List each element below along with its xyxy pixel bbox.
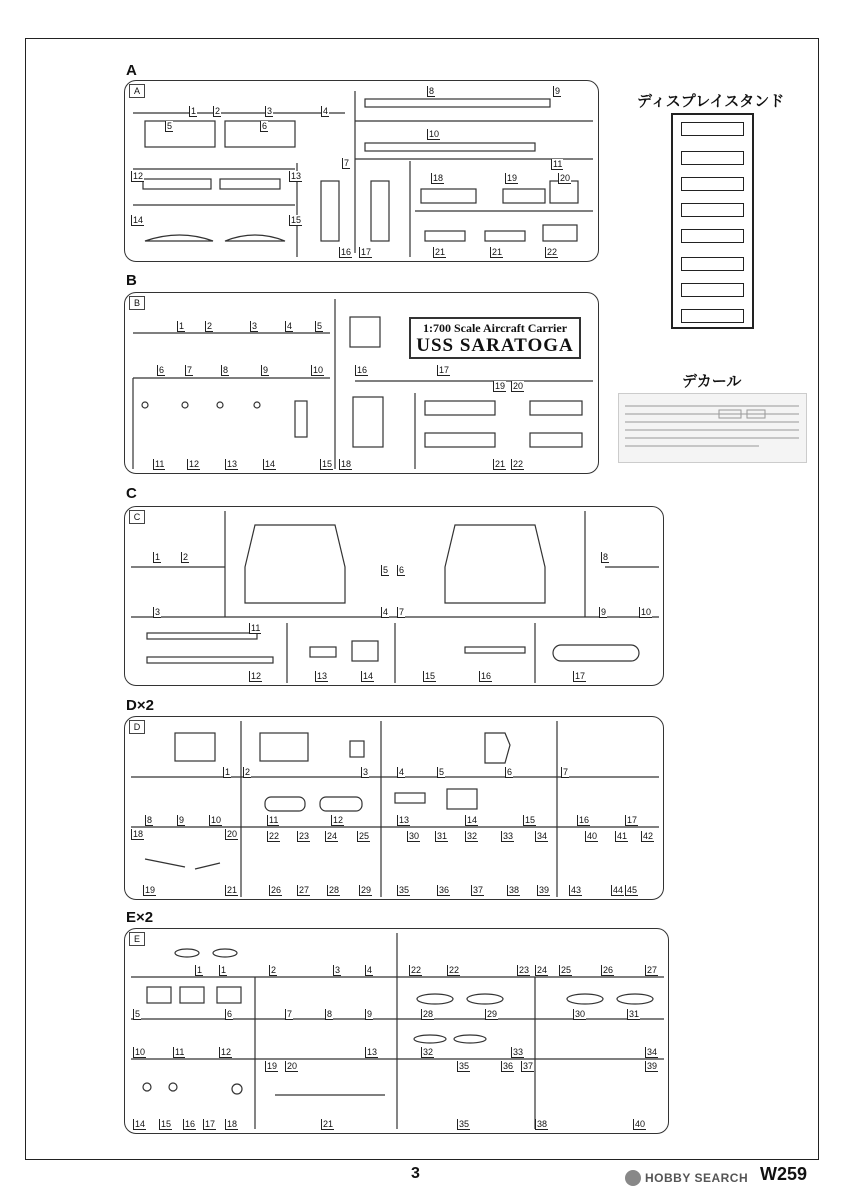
part-number: 7 (187, 365, 193, 375)
part-number: 20 (227, 829, 238, 839)
part-number: 24 (537, 965, 548, 975)
watermark-logo-icon (625, 1170, 641, 1186)
part-number: 15 (291, 215, 302, 225)
part-number: 36 (439, 885, 450, 895)
part-number: 12 (133, 171, 144, 181)
part-number: 16 (357, 365, 368, 375)
sprue-e-runners (125, 929, 670, 1135)
part-number: 1 (155, 552, 161, 562)
sprue-c-corner-letter: C (129, 510, 145, 524)
stand-slot (681, 203, 744, 217)
part-number: 11 (175, 1047, 185, 1057)
part-number: 18 (433, 173, 444, 183)
part-number: 4 (367, 965, 373, 975)
sprue-e-corner-letter: E (129, 932, 145, 946)
part-number: 25 (561, 965, 572, 975)
stand-slot (681, 309, 744, 323)
engraved-nameplate (409, 317, 581, 359)
part-number: 11 (269, 815, 279, 825)
sprue-a-label: A (126, 62, 137, 79)
part-number: 21 (495, 459, 506, 469)
part-number: 34 (647, 1047, 658, 1057)
part-number: 29 (361, 885, 372, 895)
part-number: 18 (133, 829, 144, 839)
sprue-e-label: E×2 (126, 909, 154, 926)
part-number: 31 (437, 831, 448, 841)
stand-slot (681, 229, 744, 243)
sprue-d-label: D×2 (126, 697, 154, 714)
part-number: 5 (383, 565, 389, 575)
part-number: 13 (227, 459, 238, 469)
part-number: 21 (323, 1119, 334, 1129)
part-number: 17 (627, 815, 638, 825)
part-number: 45 (627, 885, 638, 895)
part-number: 22 (449, 965, 460, 975)
part-number: 9 (367, 1009, 373, 1019)
part-number: 14 (363, 671, 374, 681)
display-stand-sprue (671, 113, 754, 329)
part-number: 8 (147, 815, 153, 825)
part-number: 25 (359, 831, 370, 841)
part-number: 42 (643, 831, 654, 841)
part-number: 22 (411, 965, 422, 975)
part-number: 41 (617, 831, 628, 841)
part-number: 22 (547, 247, 558, 257)
part-number: 4 (287, 321, 293, 331)
part-number: 15 (525, 815, 536, 825)
part-number: 7 (344, 158, 350, 168)
part-number: 35 (459, 1061, 470, 1071)
part-number: 8 (603, 552, 609, 562)
stand-slot (681, 122, 744, 136)
part-number: 1 (221, 965, 227, 975)
part-number: 33 (503, 831, 514, 841)
part-number: 10 (641, 607, 652, 617)
engraving-ship-name: USS SARATOGA (416, 335, 574, 356)
part-number: 38 (509, 885, 520, 895)
part-number: 20 (513, 381, 524, 391)
part-number: 14 (133, 215, 144, 225)
part-number: 16 (185, 1119, 196, 1129)
part-number: 8 (429, 86, 435, 96)
part-number: 39 (539, 885, 550, 895)
part-number: 19 (145, 885, 156, 895)
part-number: 12 (333, 815, 344, 825)
decal-sheet (618, 393, 807, 463)
part-number: 33 (513, 1047, 524, 1057)
part-number: 11 (155, 459, 165, 469)
part-number: 4 (323, 106, 329, 116)
part-number: 10 (429, 129, 440, 139)
part-number: 16 (341, 247, 352, 257)
part-number: 13 (399, 815, 410, 825)
part-number: 6 (507, 767, 513, 777)
part-number: 32 (467, 831, 478, 841)
part-number: 5 (317, 321, 323, 331)
part-number: 14 (265, 459, 276, 469)
part-number: 20 (287, 1061, 298, 1071)
sprue-d (124, 716, 664, 900)
part-number: 6 (159, 365, 165, 375)
part-number: 2 (215, 106, 221, 116)
part-number: 24 (327, 831, 338, 841)
part-number: 1 (179, 321, 185, 331)
part-number: 7 (399, 607, 405, 617)
part-number: 30 (575, 1009, 586, 1019)
part-number: 7 (287, 1009, 293, 1019)
sprue-a-corner-letter: A (129, 84, 145, 98)
part-number: 27 (647, 965, 658, 975)
stand-slot (681, 283, 744, 297)
part-number: 9 (179, 815, 185, 825)
part-number: 43 (571, 885, 582, 895)
display-stand-label: ディスプレイスタンド (637, 92, 785, 110)
part-number: 5 (167, 121, 173, 131)
part-number: 32 (423, 1047, 434, 1057)
part-number: 2 (183, 552, 189, 562)
sprue-c-runners (125, 507, 665, 687)
part-number: 37 (473, 885, 484, 895)
watermark-text: HOBBY SEARCH (645, 1171, 749, 1185)
part-number: 3 (363, 767, 369, 777)
part-number: 17 (361, 247, 372, 257)
stand-slot (681, 177, 744, 191)
part-number: 17 (439, 365, 450, 375)
part-number: 39 (647, 1061, 658, 1071)
part-number: 21 (227, 885, 238, 895)
part-number: 16 (481, 671, 492, 681)
engraving-scale-text: 1:700 Scale Aircraft Carrier (422, 321, 568, 335)
part-number: 21 (435, 247, 446, 257)
part-number: 19 (507, 173, 518, 183)
part-number: 13 (317, 671, 328, 681)
sprue-a (124, 80, 599, 262)
page-number: 3 (411, 1165, 420, 1182)
part-number: 1 (197, 965, 203, 975)
sprue-d-runners (125, 717, 665, 901)
sprue-d-corner-letter: D (129, 720, 145, 734)
part-number: 15 (161, 1119, 172, 1129)
part-number: 6 (227, 1009, 233, 1019)
part-number: 3 (155, 607, 161, 617)
part-number: 20 (560, 173, 571, 183)
part-number: 1 (225, 767, 231, 777)
part-number: 31 (629, 1009, 640, 1019)
decal-label: デカール (682, 372, 742, 390)
part-number: 9 (555, 86, 561, 96)
part-number: 7 (563, 767, 569, 777)
part-number: 2 (245, 767, 251, 777)
part-number: 9 (601, 607, 607, 617)
part-number: 10 (211, 815, 222, 825)
part-number: 14 (467, 815, 478, 825)
part-number: 19 (267, 1061, 278, 1071)
part-number: 40 (635, 1119, 646, 1129)
part-number: 35 (399, 885, 410, 895)
part-number: 13 (291, 171, 302, 181)
part-number: 3 (252, 321, 258, 331)
part-number: 11 (251, 623, 261, 633)
part-number: 4 (399, 767, 405, 777)
part-number: 2 (207, 321, 213, 331)
part-number: 22 (269, 831, 280, 841)
watermark (625, 1170, 748, 1186)
part-number: 1 (191, 106, 197, 116)
product-code: W259 (760, 1164, 808, 1184)
part-number: 12 (251, 671, 262, 681)
part-number: 4 (383, 607, 389, 617)
part-number: 28 (329, 885, 340, 895)
part-number: 11 (553, 159, 563, 169)
part-number: 14 (135, 1119, 146, 1129)
part-number: 23 (299, 831, 310, 841)
part-number: 36 (503, 1061, 514, 1071)
part-number: 6 (262, 121, 268, 131)
part-number: 17 (575, 671, 586, 681)
part-number: 44 (613, 885, 624, 895)
part-number: 5 (439, 767, 445, 777)
part-number: 38 (537, 1119, 548, 1129)
stand-slot (681, 257, 744, 271)
decal-markings (619, 394, 806, 462)
part-number: 8 (223, 365, 229, 375)
sprue-b (124, 292, 599, 474)
part-number: 28 (423, 1009, 434, 1019)
part-number: 26 (271, 885, 282, 895)
part-number: 35 (459, 1119, 470, 1129)
sprue-b-label: B (126, 272, 137, 289)
part-number: 40 (587, 831, 598, 841)
part-number: 15 (322, 459, 333, 469)
part-number: 12 (189, 459, 200, 469)
part-number: 26 (603, 965, 614, 975)
sprue-c (124, 506, 664, 686)
part-number: 15 (425, 671, 436, 681)
sprue-b-corner-letter: B (129, 296, 145, 310)
part-number: 34 (537, 831, 548, 841)
part-number: 19 (495, 381, 506, 391)
part-number: 21 (492, 247, 503, 257)
part-number: 18 (227, 1119, 238, 1129)
stand-slot (681, 151, 744, 165)
part-number: 16 (579, 815, 590, 825)
part-number: 30 (409, 831, 420, 841)
part-number: 37 (523, 1061, 534, 1071)
part-number: 12 (221, 1047, 232, 1057)
sprue-e (124, 928, 669, 1134)
part-number: 13 (367, 1047, 378, 1057)
part-number: 5 (135, 1009, 141, 1019)
part-number: 18 (341, 459, 352, 469)
part-number: 22 (513, 459, 524, 469)
part-number: 3 (267, 106, 273, 116)
part-number: 6 (399, 565, 405, 575)
part-number: 3 (335, 965, 341, 975)
part-number: 2 (271, 965, 277, 975)
part-number: 8 (327, 1009, 333, 1019)
part-number: 29 (487, 1009, 498, 1019)
sprue-c-label: C (126, 485, 137, 502)
part-number: 10 (135, 1047, 146, 1057)
part-number: 10 (313, 365, 324, 375)
part-number: 23 (519, 965, 530, 975)
part-number: 17 (205, 1119, 216, 1129)
part-number: 9 (263, 365, 269, 375)
part-number: 27 (299, 885, 310, 895)
